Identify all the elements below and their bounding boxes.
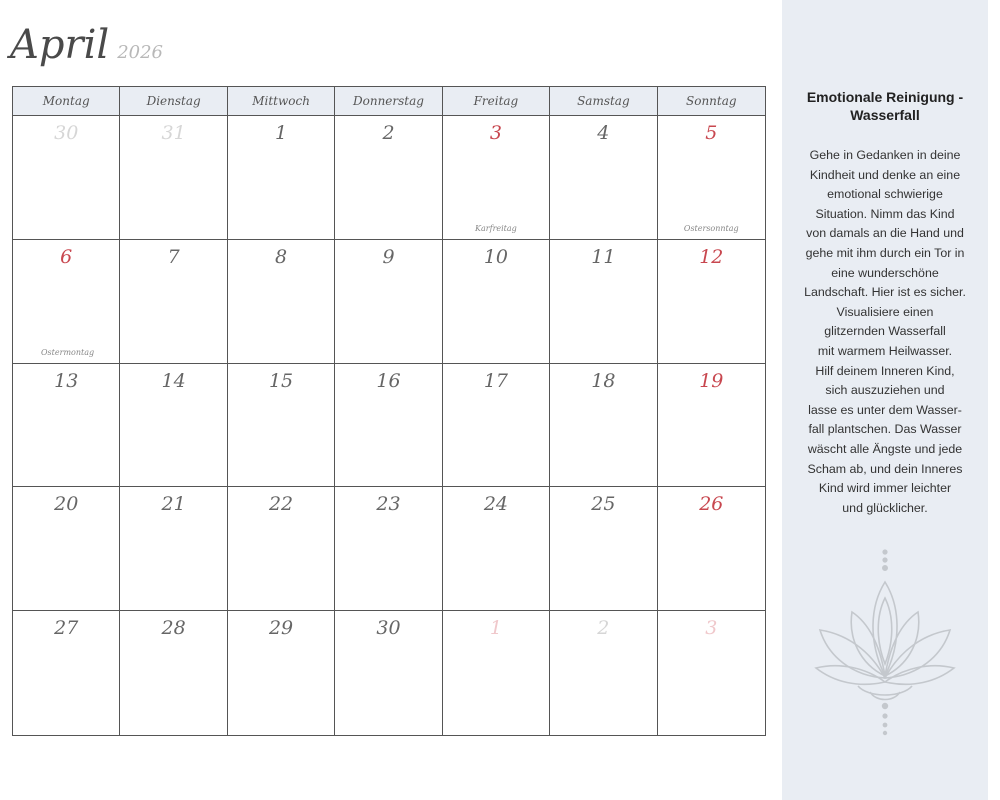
day-number: 16 bbox=[376, 369, 401, 392]
day-cell[interactable] bbox=[443, 487, 550, 611]
lotus-icon bbox=[810, 546, 960, 736]
day-cell[interactable] bbox=[550, 364, 657, 488]
day-number: 6 bbox=[60, 245, 73, 268]
day-number: 22 bbox=[268, 493, 294, 516]
day-cell[interactable] bbox=[443, 611, 550, 735]
exercise-text: Gehe in Gedanken in deine Kindheit und denke an eine emotional schwierige Situation. Nimm das Kind von damals an die Hand und gehe mit ihm durch ein Tor in eine wunderschöne Landschaft. Hier ist es sicher. Visualisiere einen glitzernden Wasserfall mit warmem Heilwasser. Hilf deinem Inneren Kind, sich auszuziehen und lasse es unter dem Wasser- fall plantschen. Das Wasser wäscht alle Ängste und jede Scham ab, und dein Inneres Kind wird immer leichter und glücklicher. bbox=[804, 148, 966, 515]
day-number: 9 bbox=[382, 245, 395, 268]
day-number: 27 bbox=[54, 617, 79, 640]
day-cell[interactable] bbox=[658, 364, 765, 488]
day-number: 4 bbox=[597, 122, 610, 144]
day-number: 31 bbox=[161, 122, 186, 144]
day-cell[interactable] bbox=[335, 611, 442, 735]
day-cell[interactable] bbox=[443, 364, 550, 488]
day-cell[interactable] bbox=[228, 240, 335, 364]
day-cell[interactable] bbox=[443, 240, 550, 364]
day-number: 2 bbox=[597, 617, 610, 640]
holiday-label: Ostersonntag bbox=[683, 223, 739, 233]
day-number: 30 bbox=[376, 617, 401, 640]
day-number: 18 bbox=[591, 369, 616, 392]
day-cell[interactable] bbox=[550, 611, 657, 735]
day-number: 11 bbox=[591, 245, 616, 268]
day-cell[interactable] bbox=[335, 240, 442, 364]
calendar-grid bbox=[12, 86, 766, 736]
day-cell[interactable] bbox=[550, 487, 657, 611]
day-number: 1 bbox=[275, 122, 288, 144]
day-cell[interactable] bbox=[120, 240, 227, 364]
day-cell[interactable] bbox=[13, 240, 120, 364]
day-number: 1 bbox=[489, 617, 502, 640]
holiday-label: Ostermontag bbox=[41, 347, 95, 357]
day-number: 7 bbox=[167, 245, 180, 268]
day-cell[interactable] bbox=[550, 116, 657, 240]
month-year: 2026 bbox=[117, 42, 164, 63]
sidebar-panel bbox=[782, 0, 988, 800]
weekday-header: Samstag bbox=[550, 87, 657, 116]
day-number: 19 bbox=[699, 369, 724, 392]
weekday-header: Dienstag bbox=[120, 87, 227, 116]
day-cell[interactable] bbox=[13, 116, 120, 240]
day-number: 5 bbox=[705, 122, 718, 144]
day-cell[interactable] bbox=[228, 487, 335, 611]
day-number: 23 bbox=[376, 493, 401, 516]
holiday-label: Karfreitag bbox=[475, 223, 517, 233]
day-number: 25 bbox=[591, 493, 616, 516]
day-cell[interactable] bbox=[443, 116, 550, 240]
day-number: 28 bbox=[161, 617, 186, 640]
exercise-title: Emotionale Reinigung - Wasserfall bbox=[806, 89, 964, 123]
weekday-header: Sonntag bbox=[658, 87, 765, 116]
day-number: 29 bbox=[268, 617, 294, 640]
day-cell[interactable] bbox=[120, 364, 227, 488]
day-number: 30 bbox=[54, 122, 79, 144]
day-cell[interactable] bbox=[658, 116, 765, 240]
day-number: 24 bbox=[483, 493, 509, 516]
day-number: 21 bbox=[161, 493, 186, 516]
day-cell[interactable] bbox=[13, 364, 120, 488]
day-number: 13 bbox=[54, 369, 79, 392]
weekday-header: Montag bbox=[13, 87, 120, 116]
day-number: 2 bbox=[382, 122, 395, 144]
day-cell[interactable] bbox=[335, 364, 442, 488]
day-number: 8 bbox=[275, 245, 288, 268]
day-number: 12 bbox=[699, 245, 724, 268]
weekday-header: Freitag bbox=[443, 87, 550, 116]
day-cell[interactable] bbox=[120, 611, 227, 735]
month-name: April bbox=[10, 22, 110, 68]
weekday-header: Donnerstag bbox=[335, 87, 442, 116]
day-number: 3 bbox=[489, 122, 502, 144]
day-cell[interactable] bbox=[120, 116, 227, 240]
day-number: 15 bbox=[268, 369, 294, 392]
day-number: 10 bbox=[483, 245, 509, 268]
day-cell[interactable] bbox=[228, 116, 335, 240]
day-cell[interactable] bbox=[13, 487, 120, 611]
day-cell[interactable] bbox=[120, 487, 227, 611]
day-cell[interactable] bbox=[658, 240, 765, 364]
day-number: 3 bbox=[705, 617, 718, 640]
month-title bbox=[10, 22, 163, 72]
day-cell[interactable] bbox=[13, 611, 120, 735]
day-cell[interactable] bbox=[228, 364, 335, 488]
weekday-header: Mittwoch bbox=[228, 87, 335, 116]
day-number: 20 bbox=[54, 493, 79, 516]
day-cell[interactable] bbox=[228, 611, 335, 735]
day-cell[interactable] bbox=[658, 487, 765, 611]
day-cell[interactable] bbox=[550, 240, 657, 364]
day-number: 17 bbox=[483, 369, 509, 392]
day-number: 14 bbox=[161, 369, 186, 392]
day-number: 26 bbox=[699, 493, 724, 516]
day-cell[interactable] bbox=[335, 487, 442, 611]
day-cell[interactable] bbox=[335, 116, 442, 240]
day-cell[interactable] bbox=[658, 611, 765, 735]
